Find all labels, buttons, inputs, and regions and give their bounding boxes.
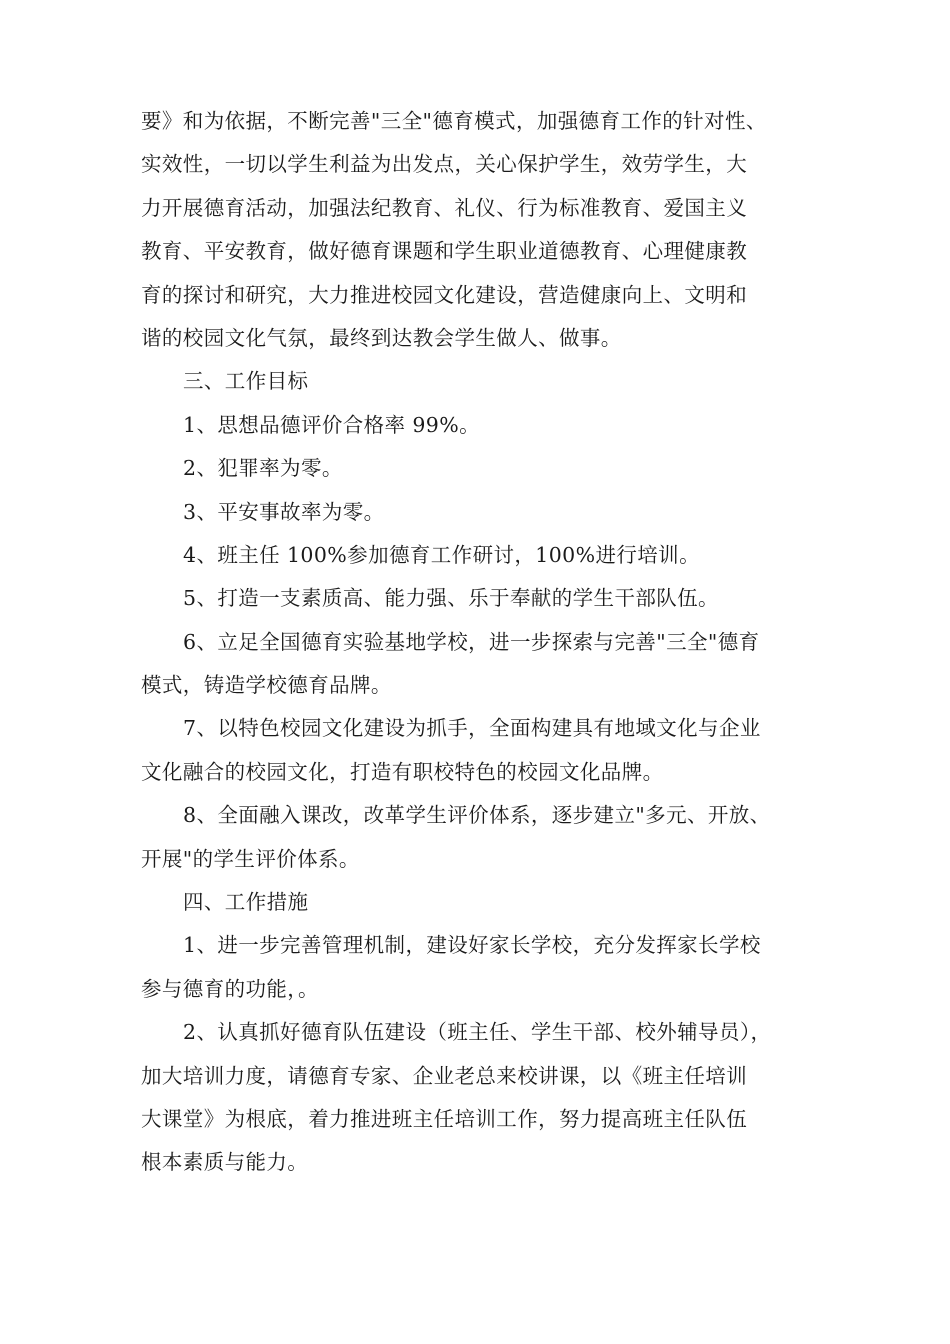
goal-item-8-cont: 开展"的学生评价体系。 (141, 846, 360, 871)
goal-item-4: 4、班主任 100%参加德育工作研讨，100%进行培训。 (183, 542, 700, 567)
text-line-4: 教育、平安教育，做好德育课题和学生职业道德教育、心理健康教 (141, 239, 748, 264)
section-heading-goals: 三、工作目标 (183, 369, 309, 394)
goal-item-2: 2、犯罪率为零。 (183, 456, 343, 481)
goal-item-5: 5、打造一支素质高、能力强、乐于奉献的学生干部队伍。 (183, 586, 719, 611)
document-page (141, 100, 811, 1185)
measure-item-2-cont-3: 根本素质与能力。 (141, 1150, 309, 1175)
measure-item-1-cont: 参与德育的功能，。 (141, 976, 319, 1001)
goal-item-7: 7、以特色校园文化建设为抓手，全面构建具有地域文化与企业 (183, 716, 761, 741)
goal-item-8: 8、全面融入课改，改革学生评价体系，逐步建立"多元、开放、 (183, 803, 771, 828)
goal-item-1: 1、思想品德评价合格率 99%。 (183, 412, 481, 437)
goal-item-6: 6、立足全国德育实验基地学校，进一步探索与完善"三全"德育 (183, 629, 760, 654)
measure-item-1: 1、进一步完善管理机制，建设好家长学校，充分发挥家长学校 (183, 933, 761, 958)
text-line-5: 育的探讨和研究，大力推进校园文化建设，营造健康向上、文明和 (141, 282, 748, 307)
measure-item-2: 2、认真抓好德育队伍建设（班主任、学生干部、校外辅导员）， (183, 1020, 772, 1045)
measure-item-2-cont-1: 加大培训力度，请德育专家、企业老总来校讲课，以《班主任培训 (141, 1063, 748, 1088)
section-heading-measures: 四、工作措施 (183, 890, 309, 915)
text-line-6: 谐的校园文化气氛，最终到达教会学生做人、做事。 (141, 325, 622, 350)
text-line-2: 实效性，一切以学生利益为出发点，关心保护学生，效劳学生，大 (141, 152, 748, 177)
goal-item-3: 3、平安事故率为零。 (183, 499, 385, 524)
measure-item-2-cont-2: 大课堂》为根底，着力推进班主任培训工作，努力提高班主任队伍 (141, 1106, 748, 1131)
text-line-1: 要》和为依据，不断完善"三全"德育模式，加强德育工作的针对性、 (141, 109, 767, 133)
goal-item-6-cont: 模式，铸造学校德育品牌。 (141, 673, 392, 698)
text-line-3: 力开展德育活动，加强法纪教育、礼仪、行为标准教育、爱国主义 (141, 195, 748, 220)
goal-item-7-cont: 文化融合的校园文化，打造有职校特色的校园文化品牌。 (141, 759, 664, 784)
